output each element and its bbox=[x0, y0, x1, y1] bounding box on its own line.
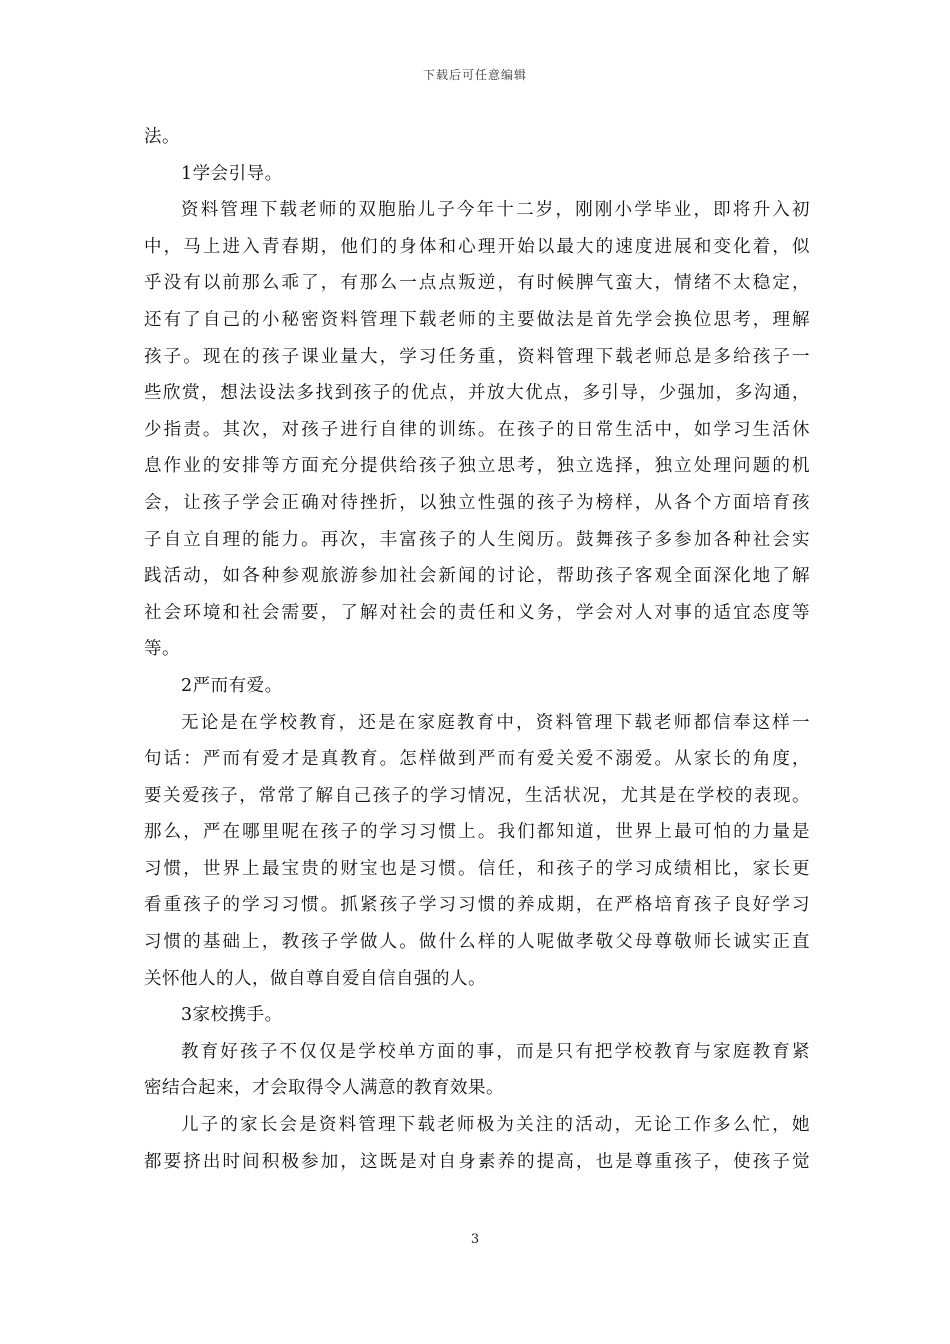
text-line: 孩子。现在的孩子课业量大，学习任务重，资料管理下载老师总是多给孩子一 bbox=[144, 346, 810, 367]
text-line: 那么，严在哪里呢在孩子的学习习惯上。我们都知道，世界上最可怕的力量是 bbox=[144, 822, 810, 843]
text-line: 教育好孩子不仅仅是学校单方面的事，而是只有把学校教育与家庭教育紧 bbox=[181, 1041, 810, 1062]
text-line: 中，马上进入青春期，他们的身体和心理开始以最大的速度进展和变化着，似 bbox=[144, 236, 810, 257]
text-line: 还有了自己的小秘密资料管理下载老师的主要做法是首先学会换位思考，理解 bbox=[144, 309, 810, 330]
text-line: 资料管理下载老师的双胞胎儿子今年十二岁，刚刚小学毕业，即将升入初 bbox=[181, 200, 810, 221]
text-line: 1学会引导。 bbox=[181, 163, 283, 184]
text-line: 习惯，世界上最宝贵的财宝也是习惯。信任，和孩子的学习成绩相比，家长更 bbox=[144, 858, 810, 879]
text-line: 会，让孩子学会正确对待挫折，以独立性强的孩子为榜样，从各个方面培育孩 bbox=[144, 492, 810, 513]
text-line: 息作业的安排等方面充分提供给孩子独立思考，独立选择，独立处理问题的机 bbox=[144, 456, 810, 477]
text-line: 少指责。其次，对孩子进行自律的训练。在孩子的日常生活中，如学习生活休 bbox=[144, 419, 810, 440]
text-line: 无论是在学校教育，还是在家庭教育中，资料管理下载老师都信奉这样一 bbox=[181, 712, 810, 733]
text-line: 社会环境和社会需要，了解对社会的责任和义务，学会对人对事的适宜态度等 bbox=[144, 602, 810, 623]
text-line: 子自立自理的能力。再次，丰富孩子的人生阅历。鼓舞孩子多参加各种社会实 bbox=[144, 529, 810, 550]
page-header: 下载后可任意编辑 bbox=[422, 68, 527, 82]
text-line: 些欣赏，想法设法多找到孩子的优点，并放大优点，多引导，少强加，多沟通， bbox=[144, 383, 810, 404]
text-line: 2严而有爱。 bbox=[181, 675, 283, 696]
text-line: 践活动，如各种参观旅游参加社会新闻的讨论，帮助孩子客观全面深化地了解 bbox=[144, 566, 810, 587]
text-line: 等。 bbox=[144, 639, 180, 660]
text-line: 看重孩子的学习习惯。抓紧孩子学习习惯的养成期，在严格培育孩子良好学习 bbox=[144, 895, 810, 916]
text-line: 要关爱孩子，常常了解自己孩子的学习情况，生活状况，尤其是在学校的表现。 bbox=[144, 785, 810, 806]
text-line: 法。 bbox=[144, 127, 180, 147]
text-line: 句话：严而有爱才是真教育。怎样做到严而有爱关爱不溺爱。从家长的角度， bbox=[144, 749, 810, 770]
text-line: 乎没有以前那么乖了，有那么一点点叛逆，有时候脾气蛮大，情绪不太稳定， bbox=[144, 273, 810, 294]
text-line: 密结合起来，才会取得令人满意的教育效果。 bbox=[144, 1078, 504, 1099]
text-line: 都要挤出时间积极参加，这既是对自身素养的提高，也是尊重孩子，使孩子觉 bbox=[144, 1151, 810, 1172]
text-line: 儿子的家长会是资料管理下载老师极为关注的活动，无论工作多么忙，她 bbox=[181, 1115, 810, 1136]
page-number: 3 bbox=[470, 1232, 480, 1247]
document-body bbox=[144, 119, 810, 1180]
text-line: 习惯的基础上，教孩子学做人。做什么样的人呢做孝敬父母尊敬师长诚实正直 bbox=[144, 932, 810, 953]
text-line: 关怀他人的人，做自尊自爱自信自强的人。 bbox=[144, 968, 486, 989]
text-line: 3家校携手。 bbox=[181, 1005, 283, 1026]
